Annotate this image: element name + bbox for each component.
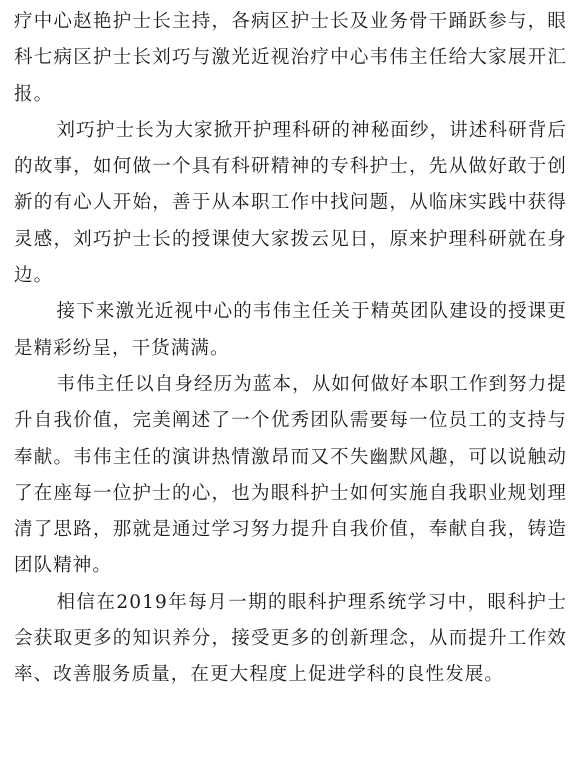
- paragraph-3: 接下来激光近视中心的韦伟主任关于精英团队建设的授课更是精彩纷呈，干货满满。: [14, 301, 567, 359]
- paragraph-2: 刘巧护士长为大家掀开护理科研的神秘面纱，讲述科研背后的故事，如何做一个具有科研精神的专科护士，先从做好敢于创新的有心人开始，善于从本职工作中找问题，从临床实践中获得灵感，刘巧护士长的授课使大家拨云见日，原来护理科研就在身边。: [14, 119, 567, 287]
- paragraph-1: 疗中心赵艳护士长主持，各病区护士长及业务骨干踊跃参与，眼科七病区护士长刘巧与激光近视治疗中心韦伟主任给大家展开汇报。: [14, 11, 567, 105]
- paragraph-5: 相信在2019年每月一期的眼科护理系统学习中，眼科护士会获取更多的知识养分，接受更多的创新理念，从而提升工作效率、改善服务质量，在更大程度上促进学科的良性发展。: [14, 591, 567, 686]
- paragraph-4: 韦伟主任以自身经历为蓝本，从如何做好本职工作到努力提升自我价值，完美阐述了一个优秀团队需要每一位员工的支持与奉献。韦伟主任的演讲热情激昂而又不失幽默风趣，可以说触动了在座每一位护士的心，也为眼科护士如何实施自我职业规划理清了思路，那就是通过学习努力提升自我价值，奉献自我，铸造团队精神。: [14, 373, 567, 577]
